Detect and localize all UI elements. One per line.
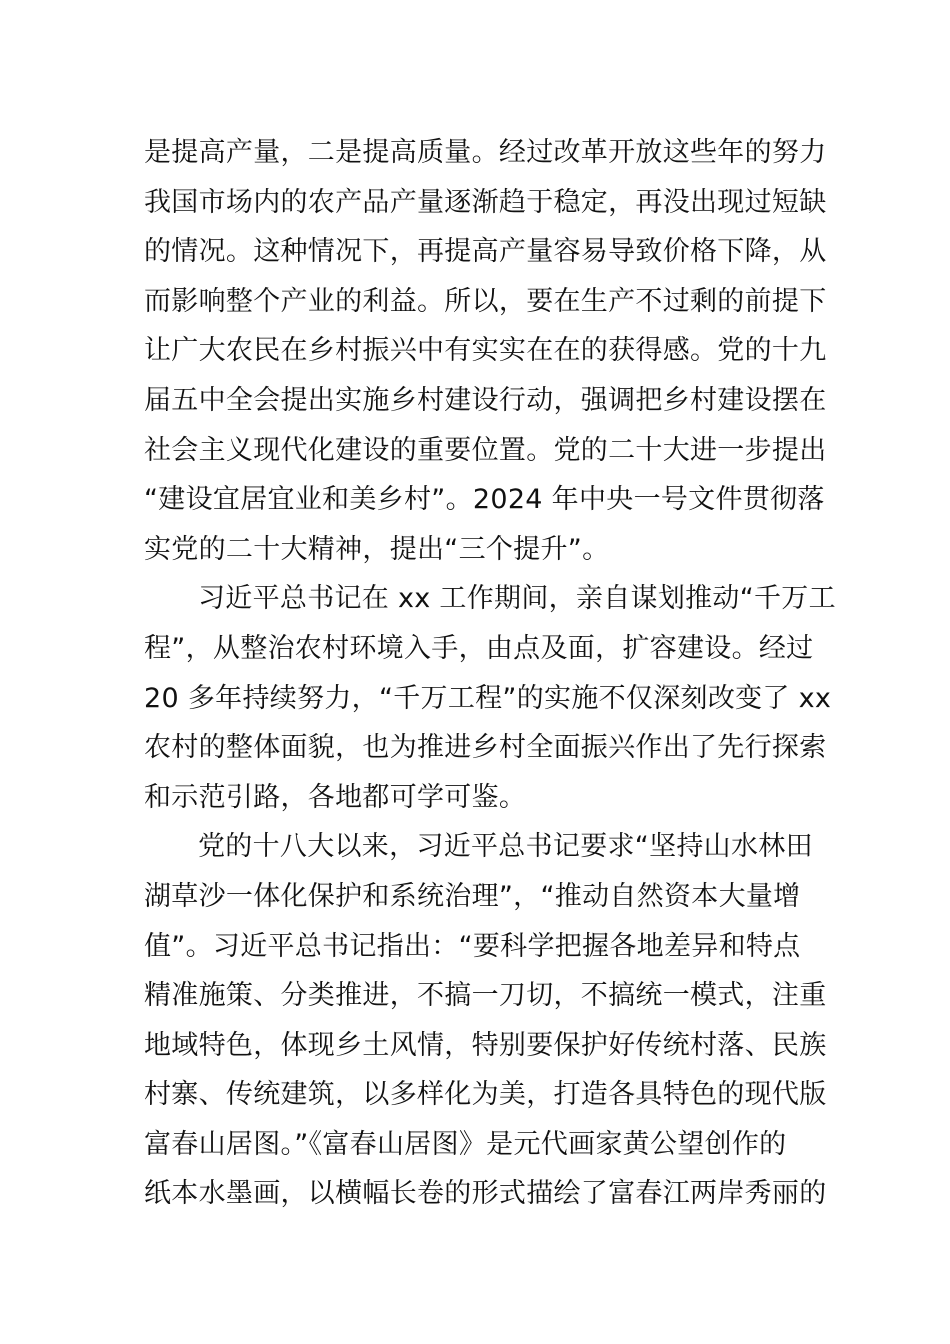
text-line: 习近平总书记在 xx 工作期间，亲自谋划推动“千万工	[198, 583, 836, 615]
text-line: 程”，从整治农村环境入手，由点及面，扩容建设。经过	[144, 632, 814, 664]
text-line: 村寨、传统建筑，以多样化为美，打造各具特色的现代版	[144, 1079, 827, 1111]
paragraph-2	[144, 574, 836, 822]
text-line: 精准施策、分类推进，不搞一刀切，不搞统一模式，注重	[144, 980, 827, 1012]
text-line: 湖草沙一体化保护和系统治理”，“推动自然资本大量增	[144, 880, 801, 912]
text-line: 20 多年持续努力，“千万工程”的实施不仅深刻改变了 xx	[144, 682, 832, 714]
text-line: 让广大农民在乡村振兴中有实实在在的获得感。党的十九	[144, 335, 827, 367]
text-line: 我国市场内的农产品产量逐渐趋于稳定，再没出现过短缺	[144, 186, 827, 218]
text-line: 富春山居图。”《富春山居图》是元代画家黄公望创作的	[144, 1128, 787, 1160]
body-text	[144, 128, 836, 1219]
text-line: 实党的二十大精神，提出“三个提升”。	[144, 533, 610, 565]
paragraph-3	[144, 822, 827, 1219]
text-line: 值”。习近平总书记指出：“要科学把握各地差异和特点	[144, 930, 801, 962]
text-line: 地域特色，体现乡土风情，特别要保护好传统村落、民族	[144, 1029, 827, 1061]
text-line: 而影响整个产业的利益。所以，要在生产不过剩的前提下	[144, 285, 827, 317]
text-line: 和示范引路，各地都可学可鉴。	[144, 781, 527, 813]
paragraph-1	[144, 128, 827, 574]
text-line: “建设宜居宜业和美乡村”。2024 年中央一号文件贯彻落	[144, 484, 825, 516]
text-line: 纸本水墨画，以横幅长卷的形式描绘了富春江两岸秀丽的	[144, 1178, 827, 1210]
text-line: 的情况。这种情况下，再提高产量容易导致价格下降，从	[144, 236, 827, 268]
text-line: 届五中全会提出实施乡村建设行动，强调把乡村建设摆在	[144, 384, 827, 416]
text-line: 农村的整体面貌，也为推进乡村全面振兴作出了先行探索	[144, 732, 827, 764]
text-line: 党的十八大以来，习近平总书记要求“坚持山水林田	[198, 831, 813, 863]
text-line: 是提高产量，二是提高质量。经过改革开放这些年的努力	[144, 137, 827, 168]
text-line: 社会主义现代化建设的重要位置。党的二十大进一步提出	[144, 434, 827, 466]
